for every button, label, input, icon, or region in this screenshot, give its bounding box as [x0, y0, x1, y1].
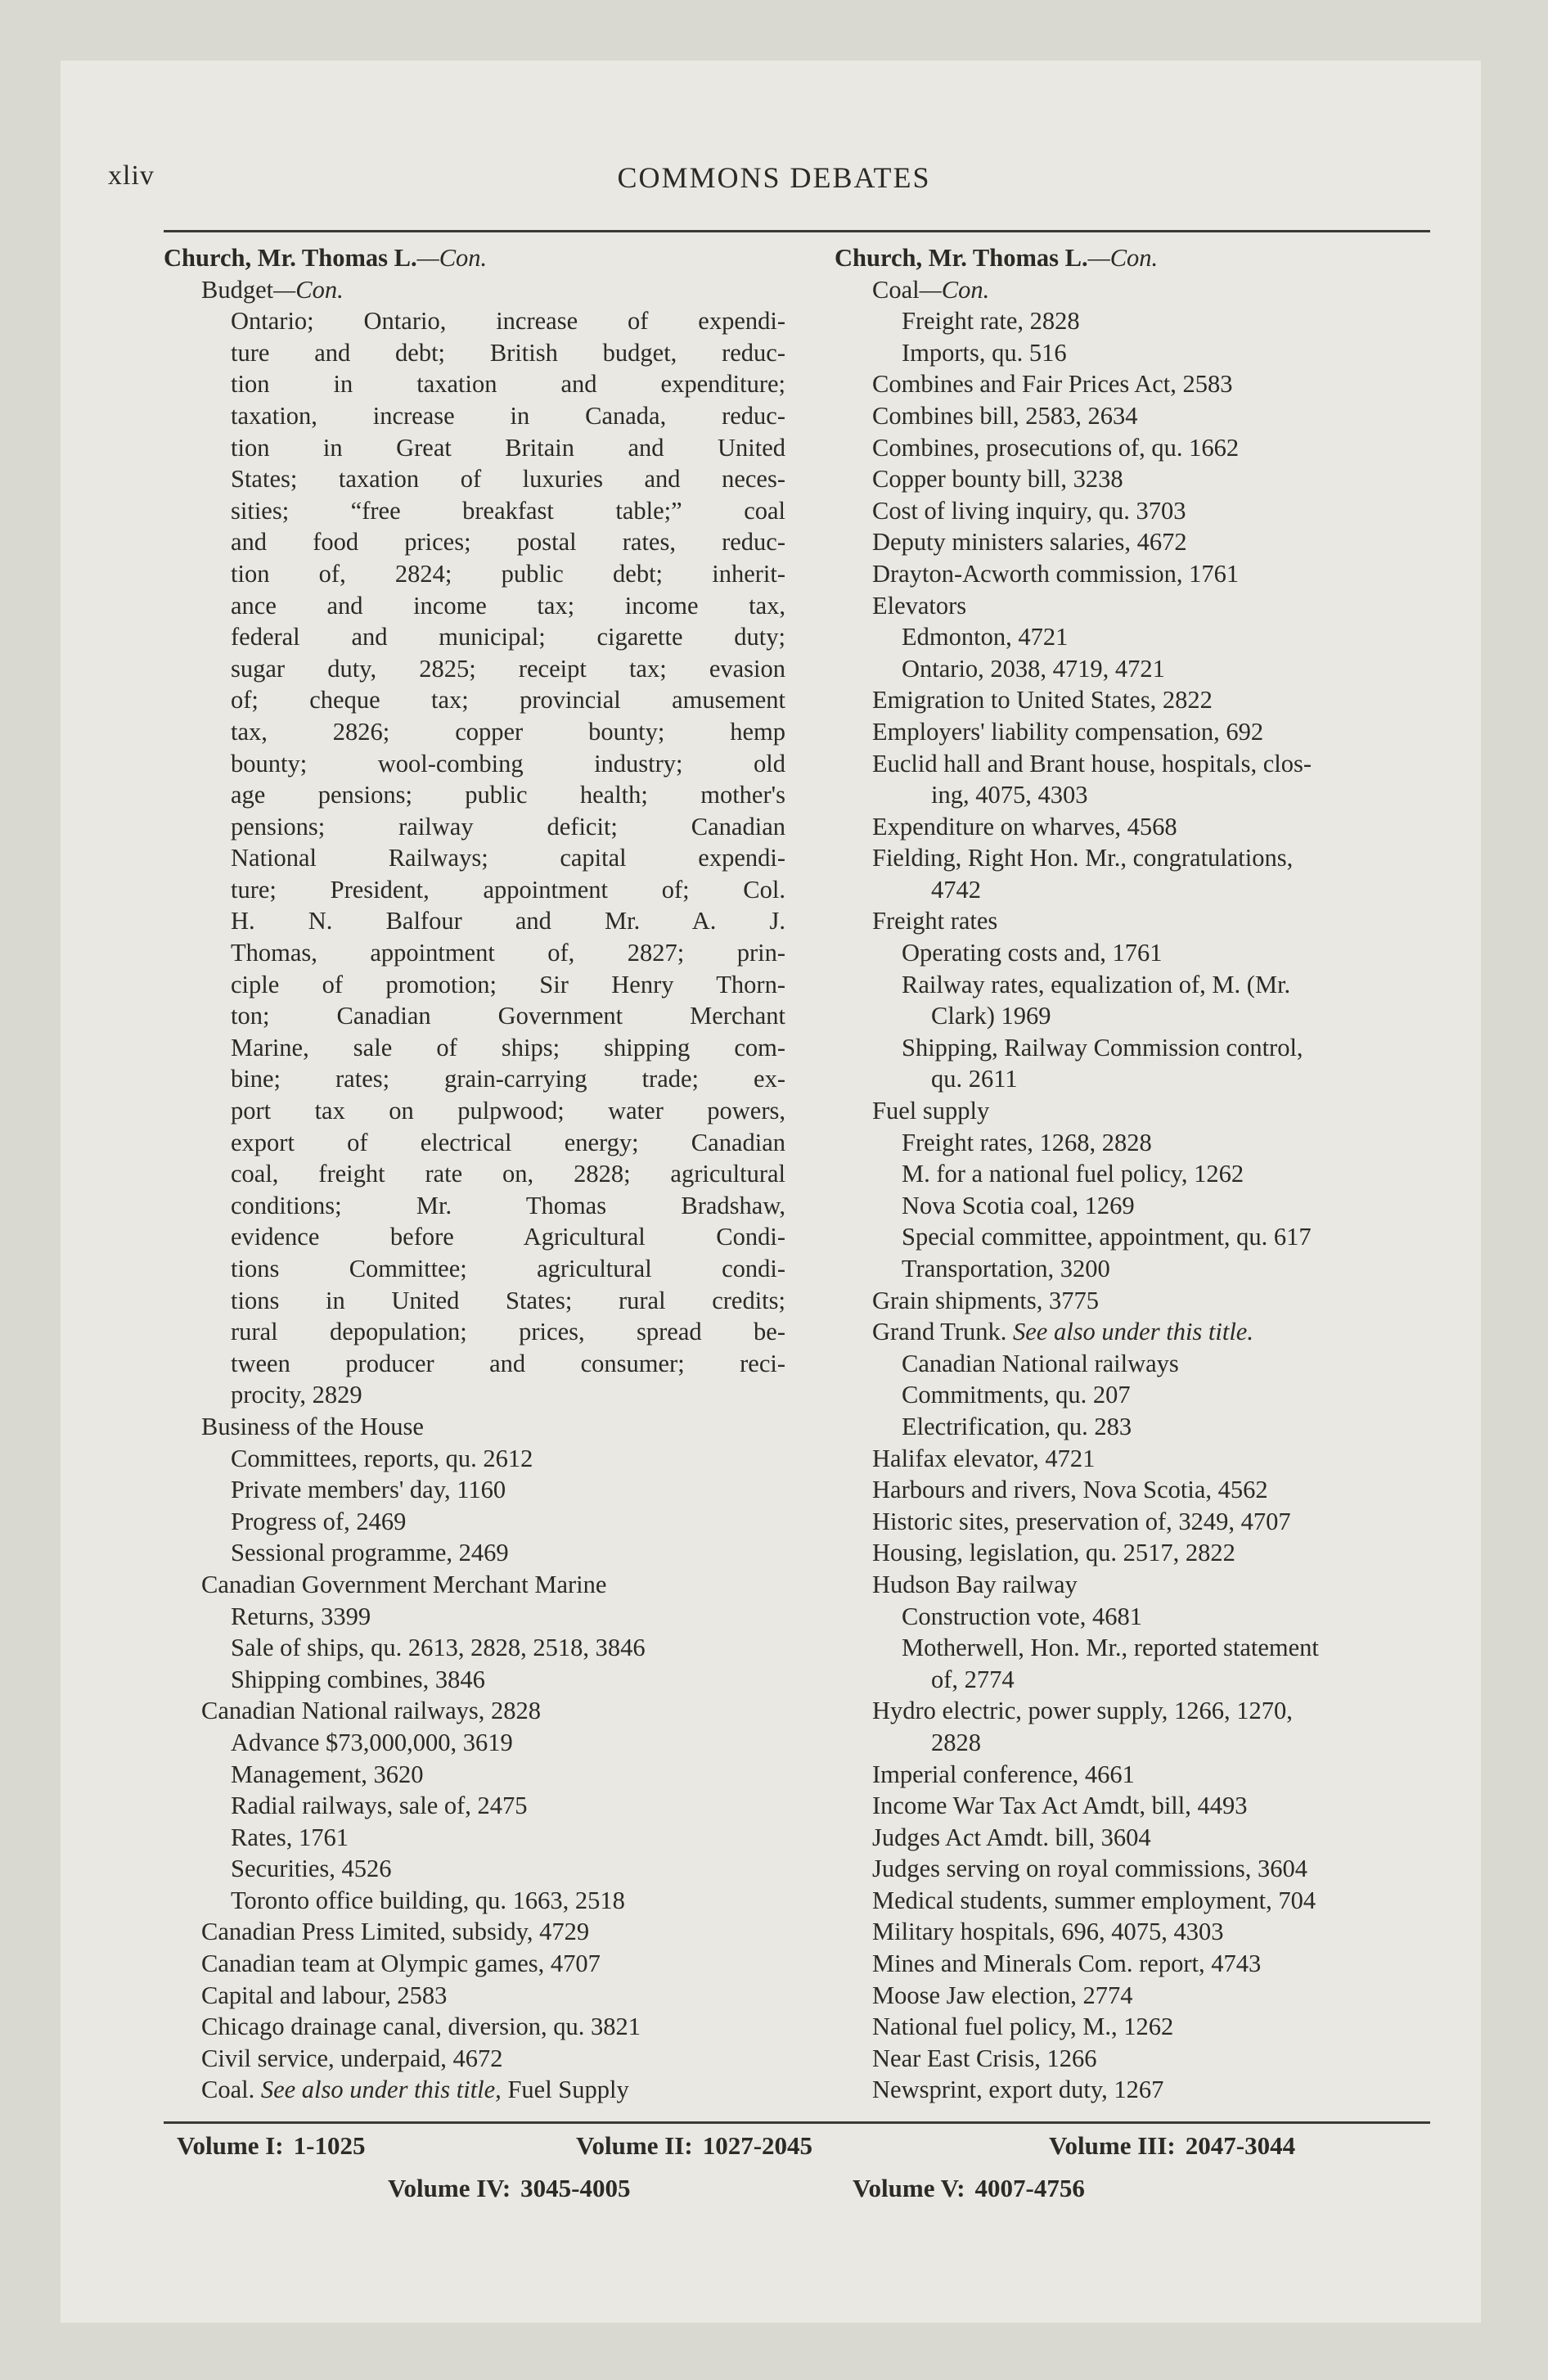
index-entry: Nova Scotia coal, 1269 [902, 1191, 1135, 1219]
budget-text-line: tax, 2826; copper bounty; hemp [231, 717, 785, 746]
index-entry: Management, 3620 [231, 1760, 424, 1788]
coal-label: Coal. [201, 2076, 261, 2104]
index-entry: Fuel supply [872, 1097, 990, 1125]
budget-text-line: federal and municipal; cigarette duty; [231, 623, 785, 651]
index-entry: Near East Crisis, 1266 [872, 2044, 1097, 2072]
grand-trunk-entry [835, 1316, 1440, 1348]
index-entry: Progress of, 2469 [231, 1507, 407, 1535]
budget-text-line: procity, 2829 [231, 1381, 362, 1409]
index-entry: Housing, legislation, qu. 2517, 2822 [872, 1539, 1235, 1567]
volume-label: Volume IV: [388, 2174, 511, 2202]
index-entry: Canadian Press Limited, subsidy, 4729 [201, 1918, 590, 1946]
budget-text-line: sugar duty, 2825; receipt tax; evasion [231, 654, 785, 683]
budget-text-line: ture and debt; British budget, reduc- [231, 338, 785, 367]
index-entry: Transportation, 3200 [902, 1255, 1110, 1282]
index-entry: Railway rates, equalization of, M. (Mr. [902, 970, 1291, 998]
index-entry: National fuel policy, M., 1262 [872, 2013, 1174, 2041]
volume-label: Volume I: [177, 2131, 284, 2160]
left-column [164, 242, 785, 2106]
budget-text-line: age pensions; public health; mother's [231, 781, 785, 809]
index-entry: Special committee, appointment, qu. 617 [902, 1223, 1312, 1251]
index-entry: of, 2774 [931, 1665, 1015, 1693]
index-entry: Canadian National railways [902, 1349, 1179, 1377]
subheading-label: Budget [201, 275, 274, 304]
coal-ref: Fuel Supply [501, 2076, 629, 2104]
budget-text-line: port tax on pulpwood; water powers, [231, 1097, 785, 1125]
index-entry: Emigration to United States, 2822 [872, 686, 1213, 714]
index-entry: Harbours and rivers, Nova Scotia, 4562 [872, 1476, 1268, 1504]
budget-text-line: sities; “free breakfast table;” coal [231, 496, 785, 525]
budget-text-line: tween producer and consumer; reci- [231, 1349, 785, 1377]
right-column [835, 242, 1440, 2106]
index-entry: Private members' day, 1160 [231, 1476, 506, 1504]
page-title: COMMONS DEBATES [617, 161, 931, 194]
index-entry: Canadian National railways, 2828 [201, 1697, 542, 1725]
index-entry: Returns, 3399 [231, 1602, 371, 1630]
index-entry: Canadian team at Olympic games, 4707 [201, 1950, 601, 1978]
budget-text-line: taxation, increase in Canada, reduc- [231, 401, 785, 430]
subheading-continued: —Con. [919, 275, 990, 304]
index-entry: Motherwell, Hon. Mr., reported statement [902, 1634, 1319, 1662]
index-entry: Freight rates [872, 907, 998, 935]
budget-text-line: export of electrical energy; Canadian [231, 1128, 785, 1156]
volume-range: 2047-3044 [1185, 2131, 1296, 2160]
right-entry-list [835, 305, 1440, 1316]
budget-text-line: pensions; railway deficit; Canadian [231, 812, 785, 841]
index-entry: Capital and labour, 2583 [201, 1981, 448, 2009]
index-entry: Freight rate, 2828 [902, 307, 1080, 336]
index-entry: Combines, prosecutions of, qu. 1662 [872, 433, 1240, 462]
index-entry: Commitments, qu. 207 [902, 1381, 1131, 1409]
budget-text-line: ciple of promotion; Sir Henry Thorn- [231, 970, 785, 998]
index-entry: Ontario, 2038, 4719, 4721 [902, 654, 1165, 683]
index-entry: Mines and Minerals Com. report, 4743 [872, 1950, 1262, 1978]
index-entry: Clark) 1969 [931, 1002, 1051, 1030]
index-entry: Moose Jaw election, 2774 [872, 1981, 1133, 2009]
volume-range: 1-1025 [293, 2131, 366, 2160]
budget-text-line: conditions; Mr. Thomas Bradshaw, [231, 1191, 785, 1219]
index-entry: Committees, reports, qu. 2612 [231, 1444, 533, 1472]
index-entry: Employers' liability compensation, 692 [872, 717, 1264, 746]
index-entry: Combines bill, 2583, 2634 [872, 401, 1138, 430]
index-entry: Shipping, Railway Commission control, [902, 1033, 1303, 1062]
heading-continued: —Con. [416, 244, 488, 272]
budget-paragraph [164, 305, 785, 1411]
volume-label: Volume II: [576, 2131, 693, 2160]
budget-text-line: of; cheque tax; provincial amusement [231, 686, 785, 714]
index-entry: qu. 2611 [931, 1065, 1018, 1093]
budget-text-line: tion in taxation and expenditure; [231, 370, 785, 399]
grand-trunk-see-also: See also under this title. [1013, 1318, 1253, 1346]
budget-text-line: bounty; wool-combing industry; old [231, 749, 785, 778]
subheading [835, 274, 1440, 306]
coal-entry [164, 2074, 785, 2106]
budget-text-line: evidence before Agricultural Condi- [231, 1223, 785, 1251]
index-entry: Operating costs and, 1761 [902, 939, 1163, 967]
index-entry: Rates, 1761 [231, 1823, 349, 1851]
budget-text-line: tions in United States; rural credits; [231, 1286, 785, 1314]
index-entry: Euclid hall and Brant house, hospitals, clos- [872, 749, 1312, 778]
budget-text-line: ance and income tax; income tax, [231, 591, 785, 620]
heading-continued: —Con. [1087, 244, 1159, 272]
index-entry: Elevators [872, 591, 967, 620]
budget-text-line: bine; rates; grain-carrying trade; ex- [231, 1065, 785, 1093]
index-entry: Sale of ships, qu. 2613, 2828, 2518, 3846 [231, 1634, 646, 1662]
index-entry: Historic sites, preservation of, 3249, 4707 [872, 1507, 1291, 1535]
index-entry: Military hospitals, 696, 4075, 4303 [872, 1918, 1224, 1946]
index-entry: Electrification, qu. 283 [902, 1412, 1132, 1440]
index-entry: Judges serving on royal commissions, 3604 [872, 1855, 1308, 1883]
index-entry: Drayton-Acworth commission, 1761 [872, 559, 1240, 588]
index-entry: Toronto office building, qu. 1663, 2518 [231, 1886, 625, 1914]
subheading-continued: —Con. [273, 275, 344, 304]
budget-text-line: rural depopulation; prices, spread be- [231, 1318, 785, 1346]
volume-label: Volume V: [853, 2174, 965, 2202]
budget-text-line: and food prices; postal rates, reduc- [231, 528, 785, 557]
budget-text-line: coal, freight rate on, 2828; agricultural [231, 1160, 785, 1188]
index-entry: Imports, qu. 516 [902, 338, 1067, 367]
volume-2 [576, 2131, 812, 2161]
volume-label: Volume III: [1049, 2131, 1176, 2160]
grand-trunk-label: Grand Trunk. [872, 1318, 1014, 1346]
budget-text-line: tion of, 2824; public debt; inherit- [231, 559, 785, 588]
index-entry: Securities, 4526 [231, 1855, 392, 1883]
index-entry: Shipping combines, 3846 [231, 1665, 485, 1693]
index-entry: Freight rates, 1268, 2828 [902, 1128, 1152, 1156]
index-entry: Expenditure on wharves, 4568 [872, 812, 1177, 841]
index-entry: Edmonton, 4721 [902, 623, 1069, 651]
index-entry: Fielding, Right Hon. Mr., congratulations, [872, 844, 1294, 872]
index-entry: Copper bounty bill, 3238 [872, 465, 1123, 494]
budget-text-line: tions Committee; agricultural condi- [231, 1255, 785, 1282]
index-entry: ing, 4075, 4303 [931, 781, 1088, 809]
index-entry: Judges Act Amdt. bill, 3604 [872, 1823, 1151, 1851]
index-entry: Cost of living inquiry, qu. 3703 [872, 496, 1186, 525]
index-entry: 2828 [931, 1728, 981, 1756]
index-entry: Grain shipments, 3775 [872, 1286, 1100, 1314]
budget-text-line: H. N. Balfour and Mr. A. J. [231, 907, 785, 935]
index-heading [164, 242, 785, 274]
index-entry: Radial railways, sale of, 2475 [231, 1792, 528, 1820]
page-folio: xliv [108, 160, 155, 191]
budget-text-line: National Railways; capital expendi- [231, 844, 785, 872]
volume-4 [388, 2174, 630, 2203]
budget-text-line: ture; President, appointment of; Col. [231, 875, 785, 904]
volume-3 [1049, 2131, 1295, 2161]
budget-text-line: Marine, sale of ships; shipping com- [231, 1033, 785, 1062]
index-entry: Civil service, underpaid, 4672 [201, 2044, 503, 2072]
volume-range: 1027-2045 [702, 2131, 813, 2160]
index-entry: Hydro electric, power supply, 1266, 1270, [872, 1697, 1293, 1725]
budget-text-line: States; taxation of luxuries and neces- [231, 465, 785, 494]
budget-text-line: Thomas, appointment of, 2827; prin- [231, 939, 785, 967]
index-entry: Business of the House [201, 1412, 424, 1440]
budget-text-line: ton; Canadian Government Merchant [231, 1002, 785, 1030]
budget-text-line: tion in Great Britain and United [231, 433, 785, 462]
index-entry: Medical students, summer employment, 704 [872, 1886, 1316, 1914]
index-entry: Income War Tax Act Amdt, bill, 4493 [872, 1792, 1248, 1820]
index-entry: Imperial conference, 4661 [872, 1760, 1135, 1788]
index-entry: Construction vote, 4681 [902, 1602, 1142, 1630]
index-entry: Combines and Fair Prices Act, 2583 [872, 370, 1233, 399]
volume-1 [177, 2131, 365, 2161]
volume-range: 3045-4005 [520, 2174, 631, 2202]
index-entry: M. for a national fuel policy, 1262 [902, 1160, 1244, 1188]
index-entry: Newsprint, export duty, 1267 [872, 2076, 1164, 2104]
index-entry: 4742 [931, 875, 981, 904]
index-entry: Canadian Government Merchant Marine [201, 1570, 607, 1598]
index-entry: Halifax elevator, 4721 [872, 1444, 1096, 1472]
index-entry: Chicago drainage canal, diversion, qu. 3821 [201, 2013, 641, 2041]
footer-rule [164, 2121, 1430, 2124]
subheading-label: Coal [872, 275, 920, 304]
heading-name: Church, Mr. Thomas L. [835, 244, 1088, 272]
right-entry-list-continued [835, 1348, 1440, 2106]
volume-range: 4007-4756 [974, 2174, 1085, 2202]
subheading [164, 274, 785, 306]
heading-name: Church, Mr. Thomas L. [164, 244, 417, 272]
index-heading [835, 242, 1440, 274]
left-entry-list [164, 1411, 785, 2074]
index-entry: Advance $73,000,000, 3619 [231, 1728, 513, 1756]
index-entry: Hudson Bay railway [872, 1570, 1078, 1598]
header-rule [164, 230, 1430, 232]
index-entry: Sessional programme, 2469 [231, 1539, 509, 1567]
budget-text-line: Ontario; Ontario, increase of expendi- [231, 307, 785, 336]
coal-see-also: See also under this title, [260, 2076, 502, 2104]
volume-5 [853, 2174, 1085, 2203]
index-entry: Deputy ministers salaries, 4672 [872, 528, 1187, 557]
